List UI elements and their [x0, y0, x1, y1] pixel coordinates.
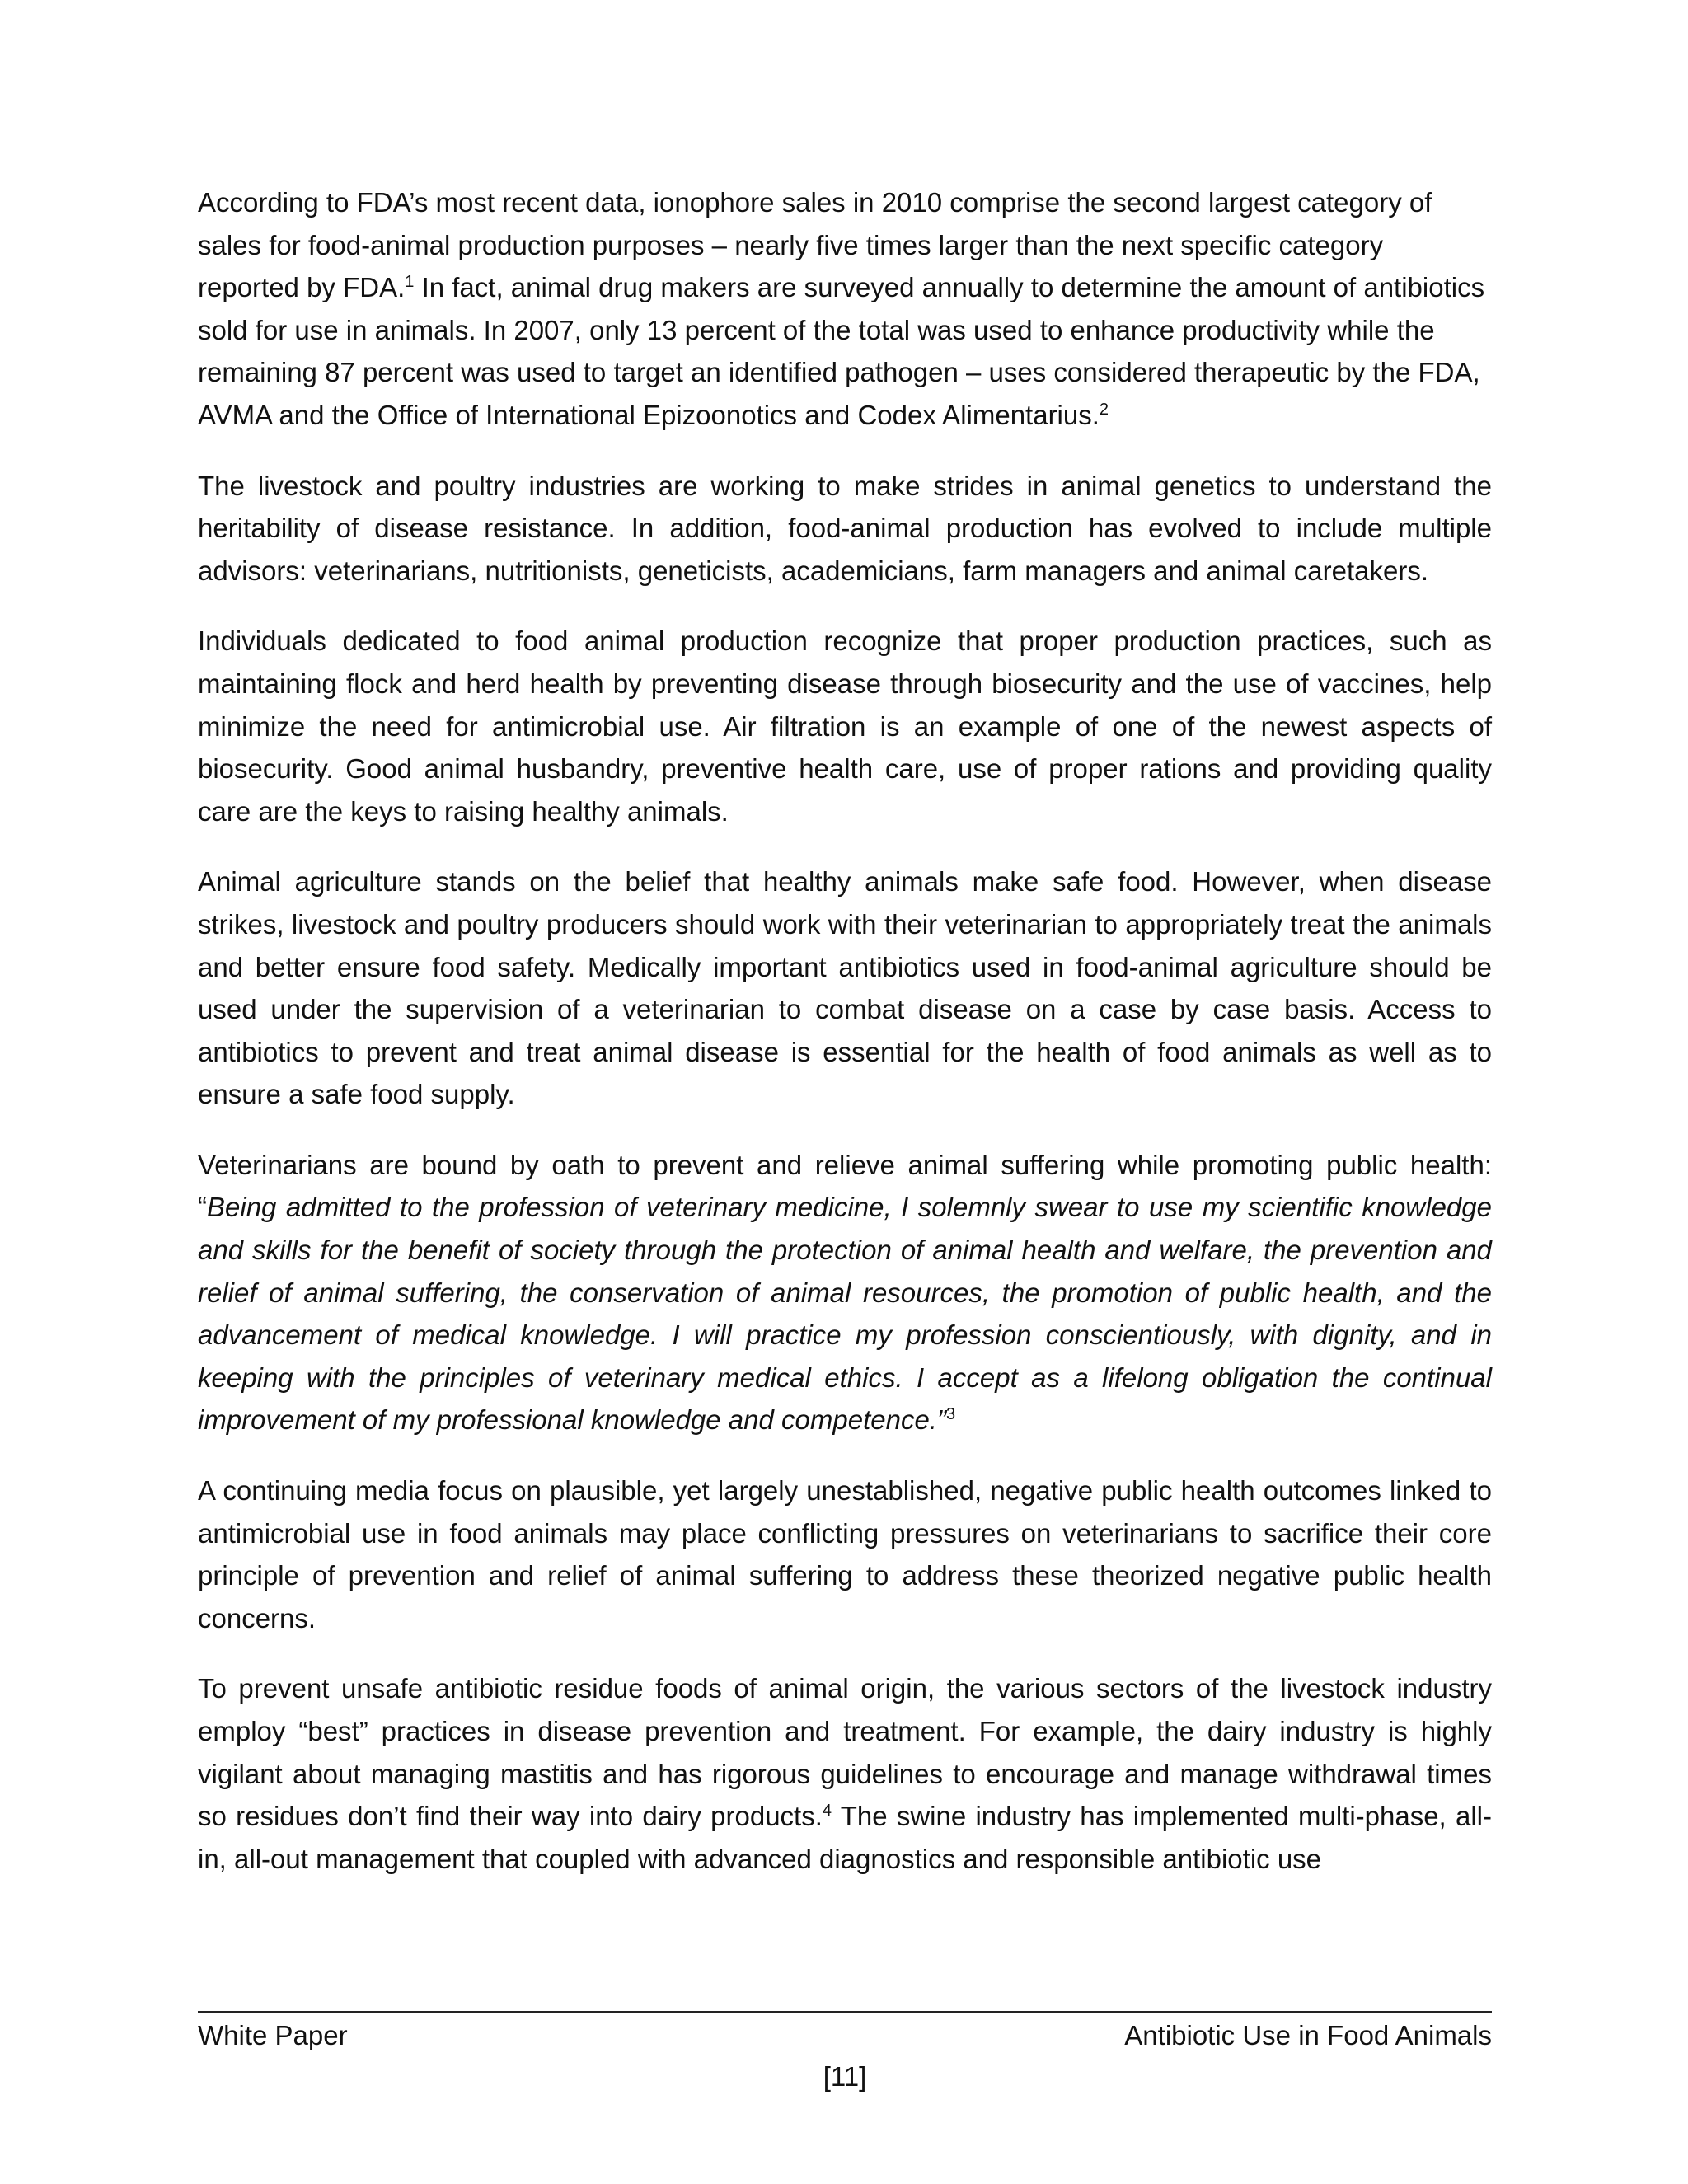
footnote-ref-4: 4 — [822, 1802, 832, 1821]
footer-divider — [198, 2011, 1492, 2013]
page-number: [11] — [823, 2061, 867, 2092]
oath-lead-text: Veterinarians are bound by oath to prevent and relieve animal suffering while promoting public health: “ — [198, 1149, 1492, 1223]
paragraph-text: In fact, animal drug makers are surveyed annually to determine the amount of antibiotics sold for use in animals. In 2007, only 13 percent of the total was used to enhance productivity while the remaining 87 percent was used to target an identified pathogen – uses considered therapeutic by the FDA, AVMA and the Office of International Epizoonotics and Codex Alimentarius. — [198, 272, 1485, 430]
document-body — [198, 181, 1492, 1908]
paragraph-production-practices: Individuals dedicated to food animal production recognize that proper production practices, such as maintaining flock and herd health by preventing disease through biosecurity and the use of vaccines, help minimize the need for antimicrobial use. Air filtration is an example of one of the newest aspects of biosecurity. Good animal husbandry, preventive health care, use of proper rations and providing quality care are the keys to raising healthy animals. — [198, 626, 1492, 827]
footnote-ref-1: 1 — [405, 273, 415, 292]
paragraph-text: The swine industry has implemented multi-phase, all-in, all-out management that coupled with advanced diagnostics and responsible antibiotic use — [198, 1801, 1492, 1874]
footnote-ref-3: 3 — [945, 1405, 956, 1424]
paragraph-animal-genetics: The livestock and poultry industries are working to make strides in animal genetics to understand the heritability of disease resistance. In addition, food-animal production has evolved to include multiple advisors: veterinarians, nutritionists, geneticists, academicians, farm managers and animal caretakers. — [198, 470, 1492, 586]
footer-row — [198, 2016, 1492, 2055]
paragraph-text: According to FDA’s most recent data, ionophore sales in 2010 comprise the second largest category of sales for food-animal production purposes – nearly five times larger than the next specific category reported by FDA. — [198, 187, 1432, 303]
paragraph-media-focus: A continuing media focus on plausible, yet largely unestablished, negative public health outcomes linked to antimicrobial use in food animals may place conflicting pressures on veterinarians to sacrifice their core principle of prevention and relief of animal suffering to address these theorized negative public health concerns. — [198, 1475, 1492, 1633]
paragraph-text: To prevent unsafe antibiotic residue foods of animal origin, the various sectors of the livestock industry employ “best” practices in disease prevention and treatment. For example, the dairy industry is highly vigilant about managing mastitis and has rigorous guidelines to encourage and manage withdrawal times so residues don’t find their way into dairy products. — [198, 1673, 1492, 1832]
footer-left-label: White Paper — [198, 2020, 348, 2050]
footnote-ref-2: 2 — [1099, 400, 1109, 419]
paragraph-ionophore-sales — [198, 181, 1492, 437]
paragraph-healthy-animals: Animal agriculture stands on the belief that healthy animals make safe food. However, when disease strikes, livestock and poultry producers should work with their veterinarian to appropriately treat the animals and better ensure food safety. Medically important antibiotics used in food-animal agriculture should be used under the supervision of a veterinarian to combat disease on a case by case basis. Access to antibiotics to prevent and treat animal disease is essential for the health of food animals as well as to ensure a safe food supply. — [198, 866, 1492, 1110]
paragraph-residue-prevention — [198, 1667, 1492, 1880]
footer-right-label: Antibiotic Use in Food Animals — [1124, 2020, 1492, 2050]
paragraph-veterinary-oath — [198, 1144, 1492, 1441]
page-footer — [198, 2011, 1492, 2097]
oath-quote: Being admitted to the profession of veterinary medicine, I solemnly swear to use my scientific knowledge and skills for the benefit of society through the protection of animal health and welfare, the prevention and relief of animal suffering, the conservation of animal resources, the promotion of public health, and the advancement of medical knowledge. I will practice my profession conscientiously, with dignity, and in keeping with the principles of veterinary medical ethics. I accept as a lifelong obligation the continual improvement of my professional knowledge and competence.” — [198, 1192, 1492, 1436]
